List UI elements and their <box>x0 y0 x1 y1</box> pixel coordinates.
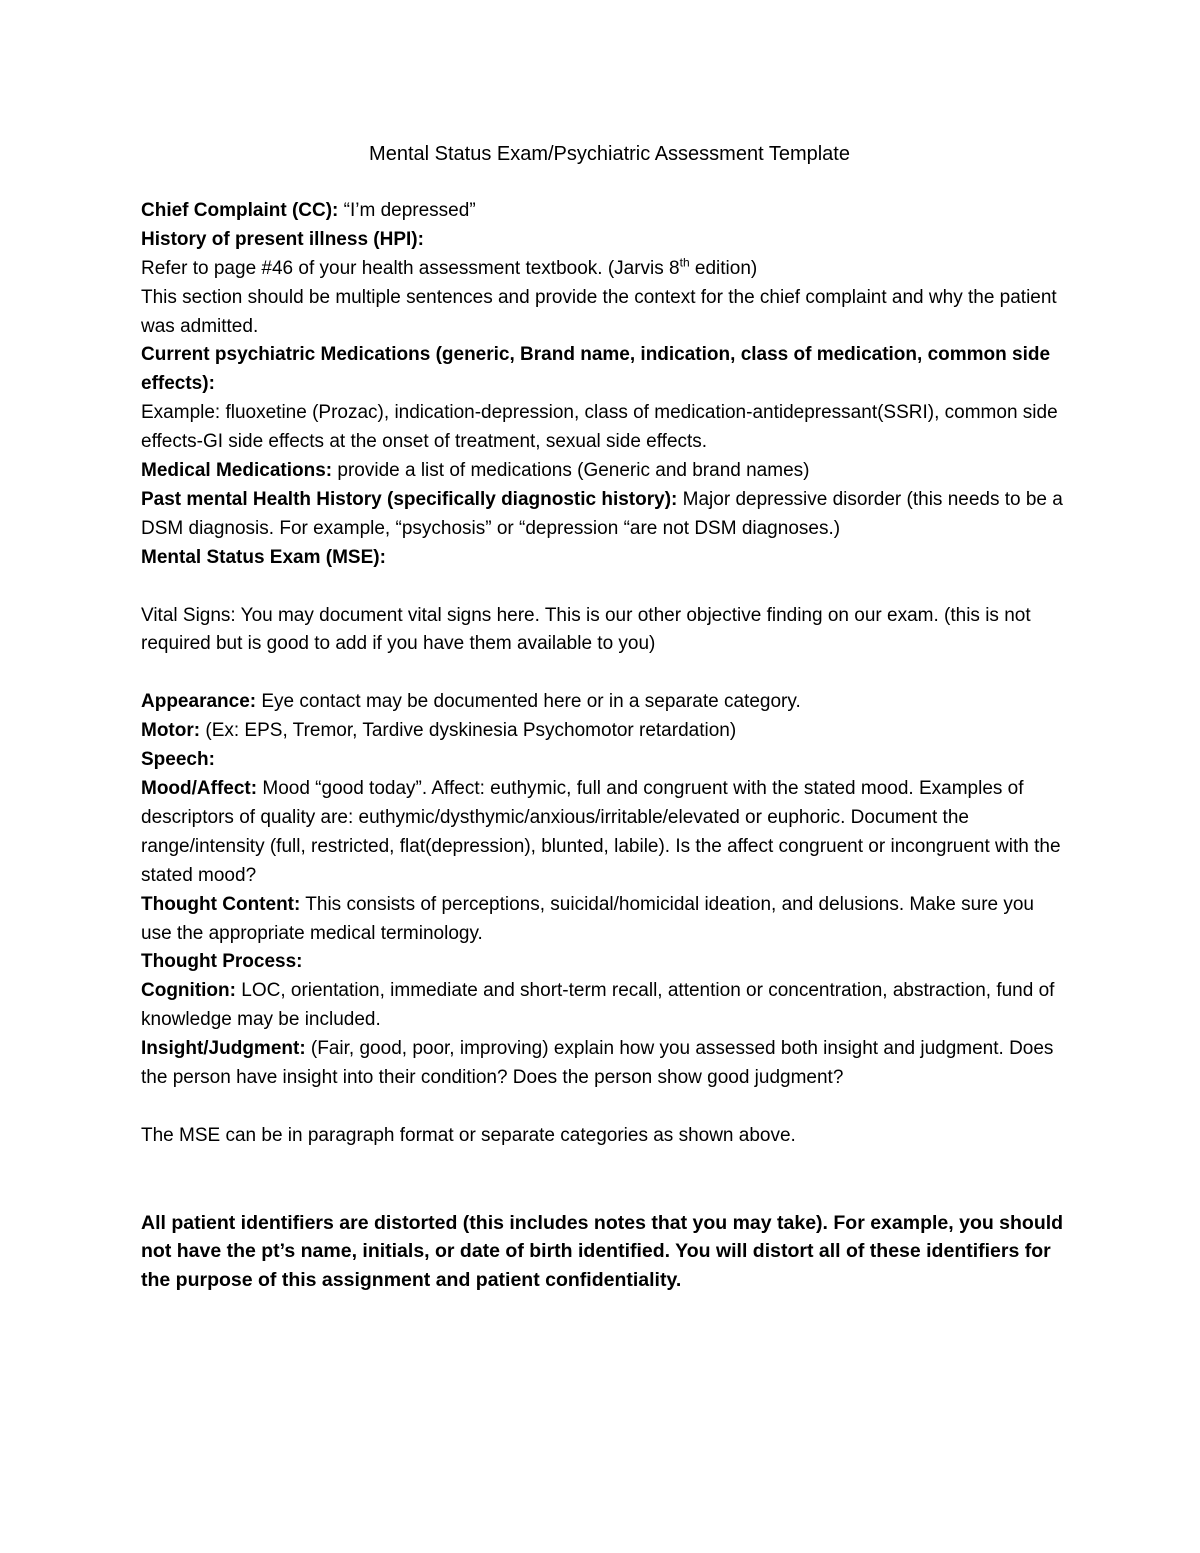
psych-meds-example: Example: fluoxetine (Prozac), indication-depression, class of medication-antidepressant(SSRI), common side effects-GI side effects at the onset of treatment, sexual side effects. <box>141 402 1058 453</box>
cognition-label: Cognition: <box>141 980 236 1002</box>
thought-process-label: Thought Process: <box>141 951 303 973</box>
mood-affect-text: Mood “good today”. Affect: euthymic, full and congruent with the stated mood. Examples of descriptors of quality are: euthymic/dysthymic/anxious/irritable/elevated or euphoric. Document the range/intensity (full, restricted, flat(depression), blunted, labile). Is the affect congruent or incongruent with the stated mood? <box>141 778 1061 886</box>
vital-signs: Vital Signs: You may document vital signs here. This is our other objective finding on our exam. (this is not required but is good to add if you have them available to you) <box>141 604 1031 655</box>
spacer <box>141 1093 1066 1122</box>
motor <box>141 717 1066 746</box>
hpi-reference-sup: th <box>679 255 690 270</box>
spacer <box>141 573 1066 602</box>
medical-meds-text: provide a list of medications (Generic and brand names) <box>332 460 810 482</box>
document-title: Mental Status Exam/Psychiatric Assessment Template <box>369 143 850 165</box>
hpi-reference <box>141 255 1066 284</box>
chief-complaint-text: “I’m depressed” <box>338 199 476 221</box>
motor-label: Motor: <box>141 720 201 742</box>
insight-judgment-label: Insight/Judgment: <box>141 1038 306 1060</box>
hpi-reference-pre: Refer to page #46 of your health assessment textbook. (Jarvis 8 <box>141 257 680 279</box>
hpi-description: This section should be multiple sentences and provide the context for the chief complaint and why the patient was admitted. <box>141 286 1057 337</box>
mood-affect <box>141 775 1066 891</box>
medical-meds <box>141 457 1066 486</box>
motor-text: (Ex: EPS, Tremor, Tardive dyskinesia Psychomotor retardation) <box>200 720 737 742</box>
document-page <box>141 140 1066 1295</box>
chief-complaint-label: Chief Complaint (CC): <box>141 199 339 221</box>
spacer <box>141 1151 1066 1180</box>
insight-judgment <box>141 1035 1066 1093</box>
thought-content-label: Thought Content: <box>141 893 301 915</box>
past-history-text: Major depressive disorder (this needs to be a DSM diagnosis. For example, “psychosis” or “depression “are not DSM diagnoses.) <box>141 488 1063 539</box>
chief-complaint <box>141 197 1066 226</box>
confidentiality-notice: All patient identifiers are distorted (this includes notes that you may take). For example, you should not have the pt’s name, initials, or date of birth identified. You will distort all of these identifiers for the purpose of this assignment and patient confidentiality. <box>141 1211 1064 1292</box>
appearance-label: Appearance: <box>141 691 257 713</box>
mse-label: Mental Status Exam (MSE): <box>141 546 386 568</box>
cognition-text: LOC, orientation, immediate and short-term recall, attention or concentration, abstraction, fund of knowledge may be included. <box>141 980 1055 1031</box>
appearance-text: Eye contact may be documented here or in a separate category. <box>256 691 801 713</box>
thought-content <box>141 891 1066 949</box>
insight-judgment-text: (Fair, good, poor, improving) explain how you assessed both insight and judgment. Does the person have insight into their condition? Does the person show good judgment? <box>141 1038 1054 1089</box>
cognition <box>141 977 1066 1035</box>
speech-label: Speech: <box>141 749 215 771</box>
past-history-label: Past mental Health History (specifically diagnostic history): <box>141 488 678 510</box>
past-history <box>141 486 1066 544</box>
spacer <box>141 659 1066 688</box>
appearance <box>141 688 1066 717</box>
spacer <box>141 1180 1066 1209</box>
mse-format-note: The MSE can be in paragraph format or separate categories as shown above. <box>141 1124 796 1146</box>
hpi-reference-post: edition) <box>689 257 758 279</box>
medical-meds-label: Medical Medications: <box>141 460 333 482</box>
mood-affect-label: Mood/Affect: <box>141 778 258 799</box>
psych-meds-label: Current psychiatric Medications (generic, Brand name, indication, class of medication, common side effects): <box>141 344 1051 395</box>
thought-content-text: This consists of perceptions, suicidal/homicidal ideation, and delusions. Make sure you use the appropriate medical terminology. <box>141 893 1034 944</box>
hpi-label: History of present illness (HPI): <box>141 228 424 250</box>
